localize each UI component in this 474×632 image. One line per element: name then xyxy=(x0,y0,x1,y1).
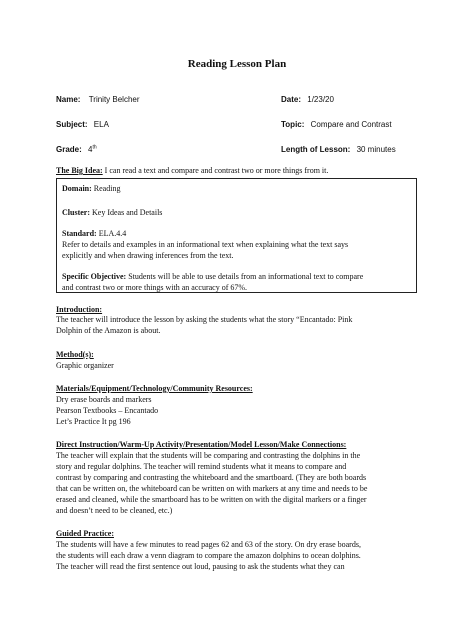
domain-line xyxy=(62,184,120,195)
cluster-value: Key Ideas and Details xyxy=(90,208,163,217)
domain-label: Domain: xyxy=(62,184,92,193)
grade-label: Grade: xyxy=(56,145,82,154)
methods-heading: Method(s): xyxy=(56,350,94,359)
name-row xyxy=(56,95,140,104)
domain-value: Reading xyxy=(91,184,121,193)
date-label: Date: xyxy=(281,95,302,104)
objective-line-2: and contrast two or more things with an accuracy of 67%. xyxy=(62,283,248,292)
objective-line xyxy=(62,272,363,283)
methods-line: Graphic organizer xyxy=(56,361,114,370)
standard-text-line: explicitly and when drawing inferences from the text. xyxy=(62,251,234,260)
standards-box xyxy=(56,178,417,293)
length-label: Length of Lesson: xyxy=(281,145,351,154)
grade-value: 4 xyxy=(88,145,93,154)
grade-row xyxy=(56,145,97,154)
direct-instruction-line: The teacher will explain that the students will be comparing and contrasting the dolphins in the xyxy=(56,451,361,460)
big-idea-text: I can read a text and compare and contrast two or more things from it. xyxy=(102,166,329,175)
guided-practice-heading: Guided Practice: xyxy=(56,529,114,538)
topic-value: Compare and Contrast xyxy=(310,120,392,129)
length-row xyxy=(281,145,396,154)
guided-practice-line: The students will have a few minutes to read pages 62 and 63 of the story. On dry erase boards, xyxy=(56,540,361,549)
subject-label: Subject: xyxy=(56,120,88,129)
page-title: Reading Lesson Plan xyxy=(187,58,287,70)
cluster-line xyxy=(62,208,162,219)
direct-instruction-line: erased and cleaned, while the smartboard has to be written on with the digital markers or a finger xyxy=(56,495,367,504)
grade-suffix: th xyxy=(92,144,97,151)
direct-instruction-line: contrast by comparing and contrasting the whiteboard and the smartboard. (They are both boards xyxy=(56,473,367,482)
big-idea xyxy=(56,166,328,177)
direct-instruction-heading: Direct Instruction/Warm-Up Activity/Presentation/Model Lesson/Make Connections: xyxy=(56,440,347,449)
materials-line: Pearson Textbooks – Encantado xyxy=(56,406,159,415)
topic-row xyxy=(281,120,392,129)
guided-practice-line: The teacher will read the first sentence out loud, pausing to ask the students what they can xyxy=(56,562,345,571)
introduction-line: Dolphin of the Amazon is about. xyxy=(56,326,161,335)
guided-practice-line: the students will each draw a venn diagram to compare the amazon dolphins to ocean dolphins. xyxy=(56,551,361,560)
materials-line: Let’s Practice It pg 196 xyxy=(56,417,131,426)
objective-label: Specific Objective: xyxy=(62,272,127,281)
date-value: 1/23/20 xyxy=(307,95,334,104)
direct-instruction-line: story and regular dolphins. The teacher will remind students what it means to compare and xyxy=(56,462,347,471)
big-idea-label: The Big Idea: xyxy=(56,166,103,175)
introduction-line: The teacher will introduce the lesson by asking the students what the story “Encantado: Pink xyxy=(56,315,353,324)
standard-text-line: Refer to details and examples in an informational text when explaining what the text says xyxy=(62,240,349,249)
objective-text: Students will be able to use details from an informational text to compare xyxy=(126,272,364,281)
subject-row xyxy=(56,120,109,129)
materials-heading: Materials/Equipment/Technology/Community Resources: xyxy=(56,384,253,393)
direct-instruction-line: that can be written on, the whiteboard can be written on with markers at any time and needs to be xyxy=(56,484,368,493)
standard-label: Standard: xyxy=(62,229,97,238)
topic-label: Topic: xyxy=(281,120,305,129)
materials-line: Dry erase boards and markers xyxy=(56,395,152,404)
subject-value: ELA xyxy=(93,120,109,129)
standard-value: ELA.4.4 xyxy=(96,229,127,238)
direct-instruction-line: and doesn’t need to be cleaned, etc.) xyxy=(56,506,173,515)
name-value: Trinity Belcher xyxy=(88,95,140,104)
name-label: Name: xyxy=(56,95,81,104)
introduction-heading: Introduction: xyxy=(56,305,103,314)
cluster-label: Cluster: xyxy=(62,208,90,217)
length-value: 30 minutes xyxy=(356,145,396,154)
date-row xyxy=(281,95,334,104)
standard-line xyxy=(62,229,126,240)
